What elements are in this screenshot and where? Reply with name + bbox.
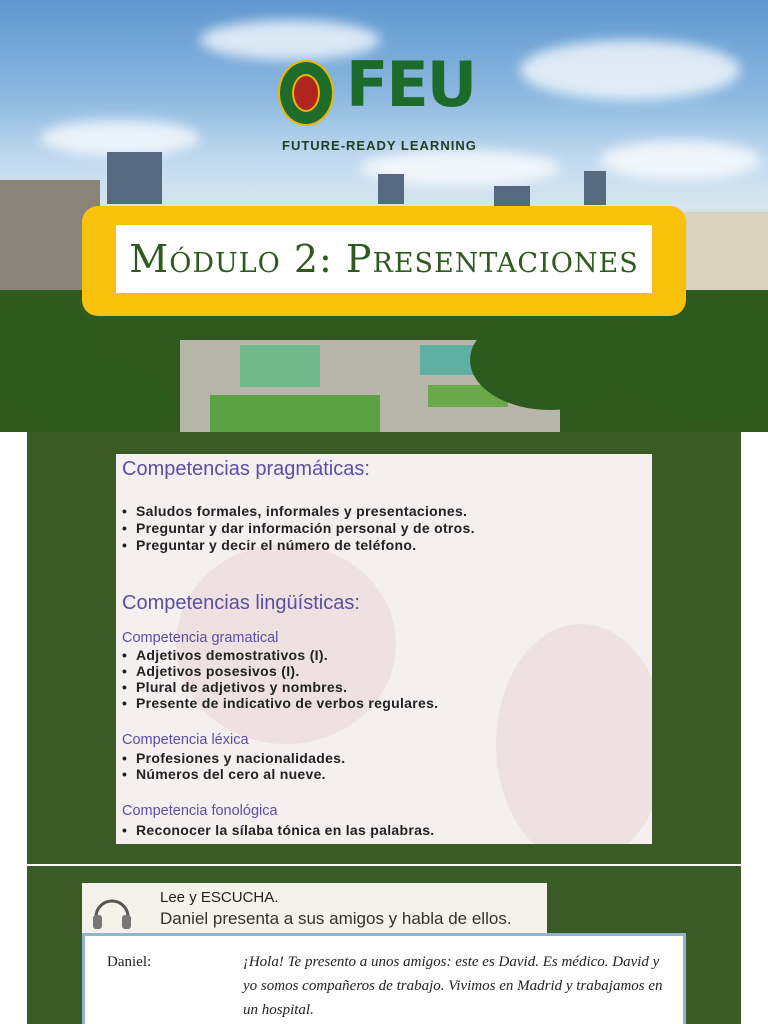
lee-section: [27, 866, 741, 1024]
list-item: • Reconocer la sílaba tónica en las palabras.: [122, 822, 435, 838]
dialog-box: [82, 933, 686, 1024]
dialog-text: ¡Hola! Te presento a unos amigos: este es David. Es médico. David y yo somos compañeros de trabajo. Vivimos en Madrid y trabajamos en un hospital.: [243, 954, 663, 1018]
linguisticas-heading: Competencias lingüísticas:: [122, 592, 360, 614]
list-item: • Números del cero al nueve.: [122, 766, 326, 782]
title-box: [116, 225, 652, 293]
feu-logo: [278, 48, 490, 160]
list-item: • Presente de indicativo de verbos regulares.: [122, 695, 439, 711]
cloud: [520, 40, 740, 100]
list-item: • Saludos formales, informales y presentaciones.: [122, 503, 468, 519]
court: [240, 345, 320, 387]
title-frame: [82, 206, 686, 316]
seal-shield: [292, 74, 320, 112]
tree: [470, 310, 630, 410]
cloud: [600, 140, 760, 180]
speaker-label: Daniel:: [107, 954, 152, 970]
skyscraper: [584, 171, 606, 205]
university-seal: [278, 60, 334, 126]
list-item: • Preguntar y decir el número de teléfono.: [122, 537, 417, 553]
lee-subtitle: Daniel presenta a sus amigos y habla de ellos.: [160, 909, 512, 928]
list-item: • Profesiones y nacionalidades.: [122, 750, 346, 766]
watermark-illustration: [496, 624, 652, 844]
skyscraper: [494, 186, 530, 206]
skyscraper: [107, 152, 162, 204]
list-item: • Preguntar y dar información personal y de otros.: [122, 520, 475, 536]
brand-tagline: FUTURE-READY LEARNING: [282, 138, 477, 153]
gramatical-heading: Competencia gramatical: [122, 630, 279, 646]
competencias-section: [27, 432, 741, 864]
skyscraper: [378, 174, 404, 204]
lexica-heading: Competencia léxica: [122, 732, 249, 748]
brand-name: FEU: [346, 48, 476, 121]
fonologica-heading: Competencia fonológica: [122, 803, 278, 819]
list-item: • Adjetivos demostrativos (I).: [122, 647, 328, 663]
page-title: Módulo 2: Presentaciones: [129, 237, 639, 281]
headphones-icon: [90, 891, 134, 935]
campus-building: [680, 212, 768, 302]
lee-title: Lee y ESCUCHA.: [160, 889, 279, 906]
lawn: [210, 395, 380, 432]
header-banner: [0, 0, 768, 432]
list-item: • Adjetivos posesivos (I).: [122, 663, 300, 679]
competencias-card: [116, 454, 652, 844]
cloud: [40, 120, 200, 156]
pragmaticas-heading: Competencias pragmáticas:: [122, 458, 370, 480]
list-item: • Plural de adjetivos y nombres.: [122, 679, 348, 695]
